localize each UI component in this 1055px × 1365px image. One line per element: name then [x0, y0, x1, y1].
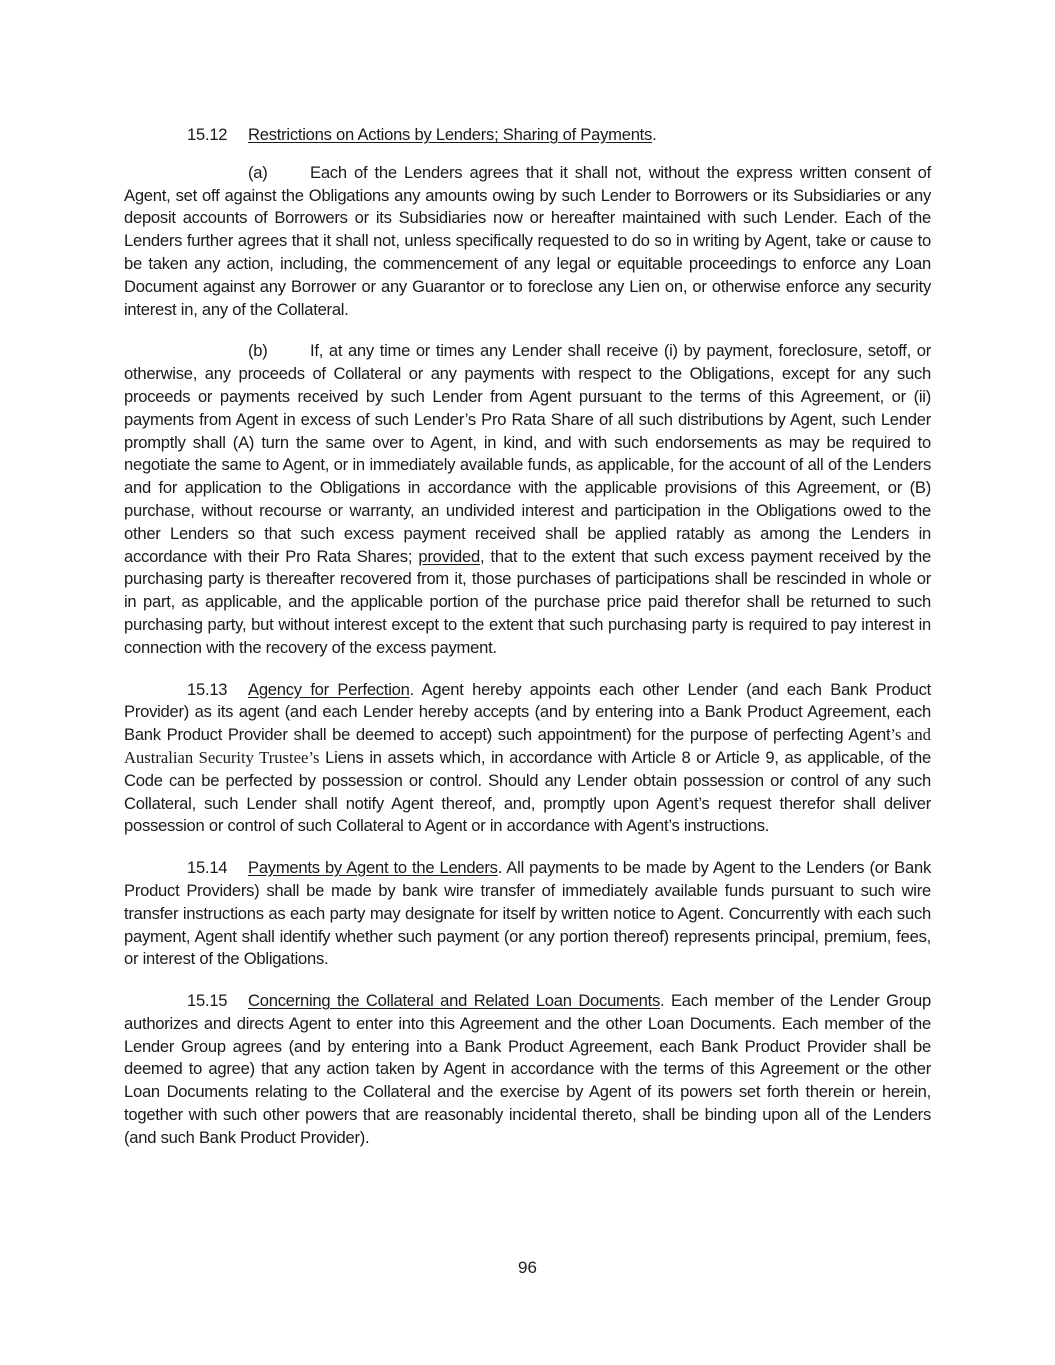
section-title: Payments by Agent to the Lenders: [248, 858, 498, 878]
inserted-text: ’s and Australian Security Trustee’s: [124, 725, 931, 767]
paragraph-text: . All payments to be made by Agent to the Lenders (or Bank Product Providers) shall be made by bank wire transfer of immediately available funds pursuant to such wire transfer instructions as each party may designate for itself by written notice to Agent. Concurrently with each such payment, Agent shall identify whether such payment (or any portion thereof) represents principal, premium, fees, or interest of the Obligations.: [124, 858, 931, 969]
page-number: 96: [518, 1258, 537, 1277]
section-title-period: .: [652, 125, 657, 144]
section-number: 15.14: [187, 858, 228, 878]
section-number: 15.15: [187, 991, 228, 1011]
paragraph-text: Each of the Lenders agrees that it shall not, without the express written consent of Agent, set off against the Obligations any amounts owing by such Lender to Borrowers or its Subsidiaries or any deposit accounts of Borrowers or its Subsidiaries now or hereafter maintained with such Lender. Each of the Lenders further agrees that it shall not, unless specifically requested to do so in writing by Agent, take or cause to be taken any action, including, the commencement of any legal or equitable proceedings to enforce any Loan Document against any Borrower or any Guarantor or to foreclose any Lien on, or otherwise enforce any security interest in, any of the Collateral.: [124, 162, 931, 319]
section-title: Concerning the Collateral and Related Loan Documents: [248, 991, 660, 1011]
paragraph-text: . Agent hereby appoints each other Lender (and each Bank Product Provider) as its agent (and each Lender hereby accepts (and by entering into a Bank Product Agreement, each Bank Product Provider shall be deemed to accept) such appointment) for the purpose of perfecting Agent: [124, 679, 931, 745]
section-number: 15.12: [187, 125, 228, 144]
paragraph-text-continued: Liens in assets which, in accordance with Article 8 or Article 9, as applicable, of the Code can be perfected by possession or control. Should any Lender obtain possession or control of any such Collateral, such Lender shall notify Agent thereof, and, promptly upon Agent’s request therefor shall deliver possession or control of such Collateral to Agent or in accordance with Agent’s instructions.: [124, 747, 931, 836]
provided-term: provided: [418, 546, 480, 566]
section-15-14-paragraph: [124, 857, 931, 971]
section-number: 15.13: [187, 679, 228, 699]
paragraph-text-continued: , that to the extent that such excess payment received by the purchasing party is thereafter recovered from it, those purchases of participations shall be rescinded in whole or in part, as applicable, and the applicable portion of the purchase price paid therefor shall be returned to such purchasing party, but without interest except to the extent that such purchasing party is required to pay interest in connection with the recovery of the excess payment.: [124, 546, 931, 657]
section-15-13-paragraph: [124, 679, 931, 839]
section-15-12-heading: [124, 124, 931, 147]
document-body: [124, 124, 931, 1169]
paragraph-text: . Each member of the Lender Group authorizes and directs Agent to enter into this Agreement and the other Loan Documents. Each member of the Lender Group agrees (and by entering into a Bank Product Agreement, each Bank Product Provider shall be deemed to agree) that any action taken by Agent in accordance with the terms of this Agreement or the other Loan Documents relating to the Collateral and the exercise by Agent of its powers set forth therein or herein, together with such other powers that are reasonably incidental thereto, shall be binding upon all of the Lenders (and such Bank Product Provider).: [124, 991, 931, 1147]
paragraph-text: If, at any time or times any Lender shall receive (i) by payment, foreclosure, setoff, or otherwise, any proceeds of Collateral or any payments with respect to the Obligations, except for any such proceeds or payments received by such Lender from Agent pursuant to the terms of this Agreement, or (ii) payments from Agent in excess of such Lender’s Pro Rata Share of all such distributions by Agent, such Lender promptly shall (A) turn the same over to Agent, in kind, and with such endorsements as may be required to negotiate the same to Agent, or in immediately available funds, as applicable, for the account of all of the Lenders and for application to the Obligations in accordance with the applicable provisions of this Agreement, or (B) purchase, without recourse or warranty, an undivided interest and participation in the Obligations owed to the other Lenders so that such excess payment received shall be applied ratably as among the Lenders in accordance with their Pro Rata Shares;: [124, 341, 931, 566]
section-15-15-paragraph: [124, 990, 931, 1150]
section-title: Agency for Perfection: [248, 679, 410, 699]
subsection-label: (a): [248, 162, 268, 182]
section-15-12-paragraph-a: [124, 162, 931, 322]
section-title: Restrictions on Actions by Lenders; Sharing of Payments: [248, 125, 653, 144]
section-15-12-paragraph-b: [124, 340, 931, 659]
subsection-label: (b): [248, 341, 268, 361]
